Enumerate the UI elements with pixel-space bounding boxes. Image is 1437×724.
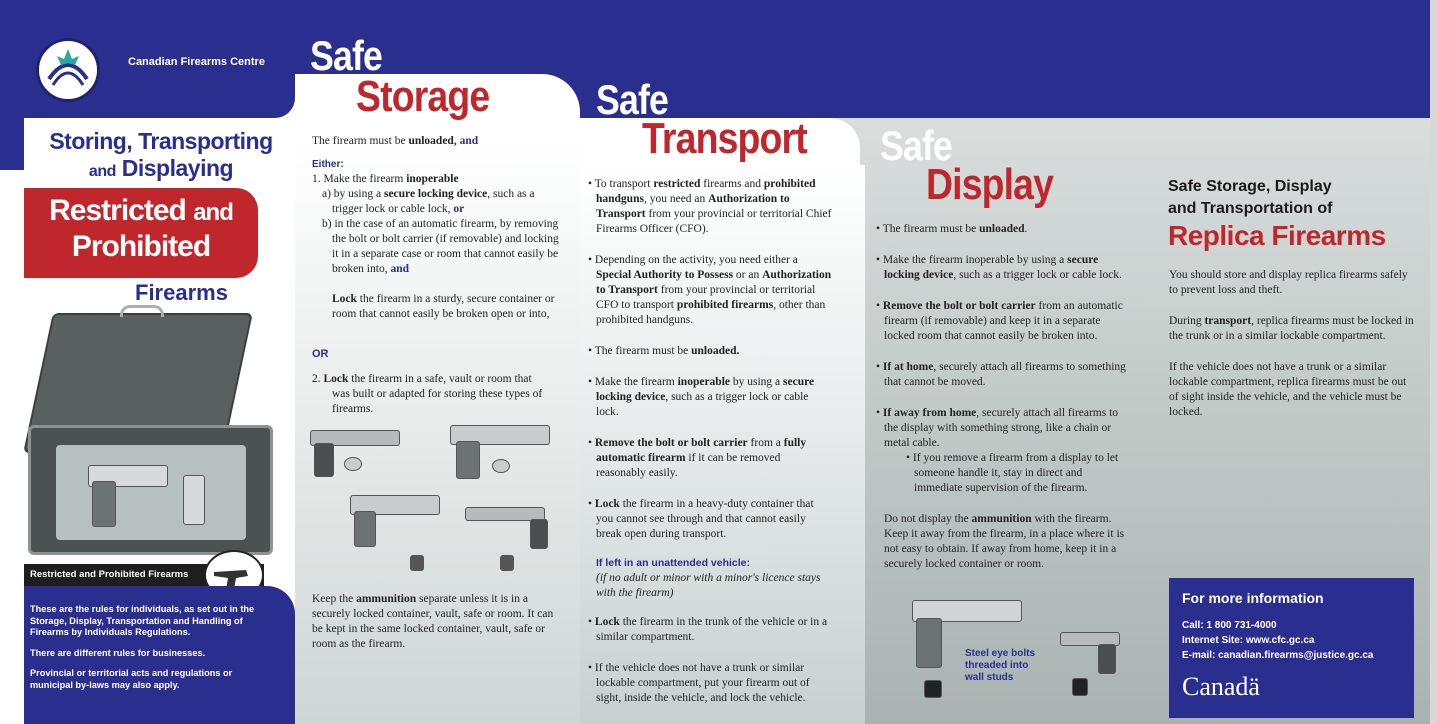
replica-text (1169, 268, 1414, 420)
title-line1: Storing, Transporting (49, 128, 273, 154)
note-businesses: There are different rules for businesses. (30, 647, 206, 658)
replica-heading (1168, 176, 1332, 220)
revolver-grip (314, 443, 334, 477)
transport-p5: • Remove the bolt or bolt carrier from a fully automatic firearm if it can be removed reasonably easily. (588, 437, 807, 479)
storage-safe-heading: Safe (310, 32, 383, 79)
maple-leaf-icon (39, 41, 97, 99)
note-bylaws: Provincial or territorial acts and regulations or municipal by-laws may also apply. (30, 668, 233, 690)
title-line2: Displaying (121, 155, 234, 181)
transport-p7: • Lock the firearm in the trunk of the vehicle or in a similar compartment. (588, 616, 828, 643)
left-notes (30, 604, 256, 692)
firearms-label: Firearms (135, 280, 228, 305)
info-phone: Call: 1 800 731-4000 (1182, 620, 1277, 631)
info-lines (1182, 618, 1374, 663)
red-title (30, 194, 252, 264)
cable-lock-2 (500, 555, 514, 571)
cable-lock-1 (410, 555, 424, 571)
vehicle-heading: If left in an unattended vehicle: (596, 557, 751, 569)
display-p3: • Remove the bolt or bolt carrier from an automatic firearm (if removable) and keep it in a separate locked room that cannot easily be broken into. (876, 300, 1123, 342)
gun-case-illustration (28, 305, 290, 560)
replica-p1: You should store and display replica firearms safely to prevent loss and theft. (1169, 269, 1408, 296)
display-p6: Do not display the ammunition with the firearm. Keep it away from the firearm, in a place where it is not easy to obtain. If away from home, keep it in a securely locked container or room. (884, 513, 1125, 570)
display-p5-sub: • If you remove a firearm from a display to let someone handle it, stay in direct and immediate supervision of the firearm. (906, 452, 1119, 494)
wall-pistol-grip (916, 618, 942, 668)
eye-bolt-2 (1072, 678, 1088, 696)
transport-p6: • Lock the firearm in a heavy-duty container that you cannot see through and that cannot easily break open during transport. (588, 498, 814, 540)
wall-revolver-grip (1098, 644, 1116, 674)
locked-guns-illustration (300, 415, 575, 585)
cfc-logo (36, 38, 100, 102)
info-website: Internet Site: www.cfc.gc.ca (1182, 635, 1315, 646)
storage-either: Either: (312, 159, 344, 170)
storage-text (312, 134, 562, 322)
eye-bolts-label: Steel eye bolts threaded into wall studs (965, 648, 1036, 683)
trigger-lock-1 (344, 457, 362, 471)
pistol-grip (92, 481, 116, 527)
pistol-grip-2 (456, 441, 480, 479)
storage-item1b: b) in the case of an automatic firearm, by removing the bolt or bolt carrier (if removable) and locking it in a separate case or room that cannot easily be broken into, and (322, 218, 559, 275)
revolver-grip-2 (530, 519, 548, 549)
display-p5: • If away from home, securely attach all firearms to the display with something strong, like a chain or metal cable. (876, 407, 1119, 449)
pistol-grip-3 (354, 511, 376, 547)
red-and: and (193, 199, 233, 226)
transport-p2: • Depending on the activity, you need either a Special Authority to Possess or an Authorization to Transport from your provincial or territorial CFO to transport prohibited firearms, other than prohibited handguns. (588, 254, 832, 326)
display-p1: • The firearm must be unloaded. (876, 223, 1028, 235)
caption-text: Restricted and Prohibited Firearms (30, 569, 189, 580)
display-safe-heading: Safe (880, 122, 953, 169)
transport-title: Transport (642, 114, 807, 163)
storage-item2: 2. Lock the firearm in a safe, vault or room that was built or adapted for storing these types of firearms. (312, 373, 543, 415)
canada-wordmark: Canadä (1182, 672, 1260, 701)
replica-head1: Safe Storage, Display (1168, 178, 1332, 195)
case-handle (120, 305, 164, 317)
display-p2: • Make the firearm inoperable by using a secure locking device, such as a trigger lock or cable lock. (876, 254, 1122, 281)
trigger-lock-2 (492, 459, 510, 473)
transport-safe-heading: Safe (596, 76, 669, 123)
vehicle-note: (if no adult or minor with a minor's licence stays with the firearm) (596, 572, 821, 599)
transport-text (588, 177, 833, 706)
storage-intro: The firearm must be unloaded, and (312, 135, 479, 147)
storage-or: OR (312, 348, 329, 360)
info-email: E-mail: canadian.firearms@justice.gc.ca (1182, 650, 1374, 661)
storage-lock: Lock the firearm in a sturdy, secure container or room that cannot easily be broken open or into, (332, 293, 555, 320)
case-foam (56, 445, 246, 540)
storage-item1: 1. Make the firearm inoperable (312, 173, 459, 185)
note-regulations: These are the rules for individuals, as set out in the Storage, Display, Transportation and Handling of Firearms by Individuals Regulations. (30, 604, 255, 638)
transport-p8: • If the vehicle does not have a trunk or similar lockable compartment, put your firearm out of sight, inside the vehicle, and lock the vehicle. (588, 662, 810, 704)
display-text (876, 222, 1126, 572)
storage-title: Storage (356, 72, 490, 121)
red-line1: Restricted (49, 194, 186, 227)
storage-ammo: Keep the ammunition separate unless it is in a securely locked container, vault, safe or room. It can be kept in the same locked container, vault, safe or room as the firearm. (312, 593, 554, 650)
replica-p3: If the vehicle does not have a trunk or a similar lockable compartment, replica firearms must be out of sight inside the vehicle, and the vehicle must be locked. (1169, 361, 1407, 418)
transport-p4: • Make the firearm inoperable by using a secure locking device, such as a trigger lock or cable lock. (588, 376, 815, 418)
page-edge (1430, 0, 1437, 724)
org-name: Canadian Firearms Centre (128, 56, 265, 68)
transport-p1: • To transport restricted firearms and prohibited handguns, you need an Authorization to Transport from your provincial or territorial Chief Firearms Officer (CFO). (588, 178, 832, 235)
transport-p3: • The firearm must be unloaded. (588, 345, 740, 357)
magazine (183, 475, 205, 525)
title-and: and (88, 163, 116, 180)
info-title: For more information (1182, 590, 1324, 606)
replica-title: Replica Firearms (1168, 220, 1386, 251)
replica-head2: and Transportation of (1168, 200, 1333, 217)
replica-p2: During transport, replica firearms must be locked in the trunk or in a similar lockable compartment. (1169, 315, 1414, 342)
display-p4: • If at home, securely attach all firearms to something that cannot be moved. (876, 361, 1126, 388)
storage-item1a: a) by using a secure locking device, such as a trigger lock or cable lock, or (322, 188, 535, 215)
eye-bolt-1 (924, 680, 942, 698)
display-title: Display (926, 160, 1054, 209)
red-line2: Prohibited (71, 230, 211, 263)
left-title (36, 128, 286, 182)
